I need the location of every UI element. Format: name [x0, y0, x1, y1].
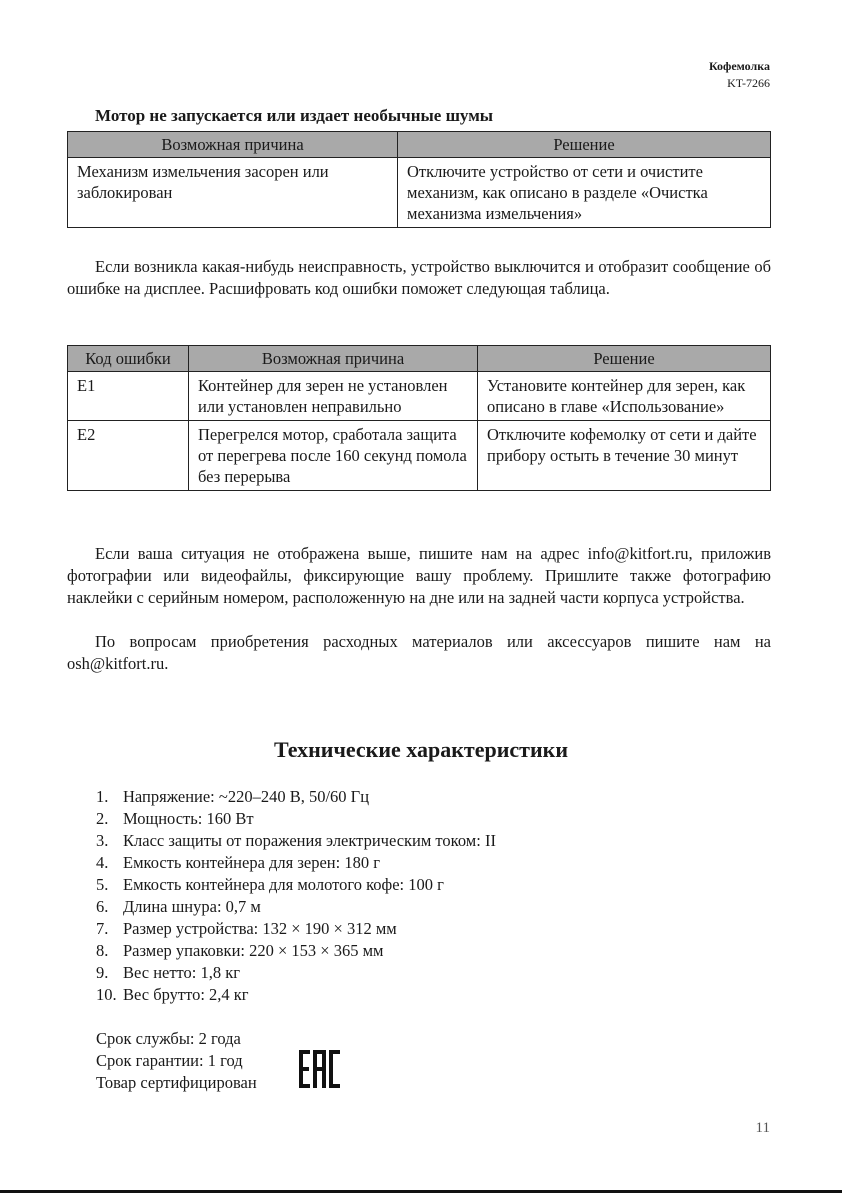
service-life: Срок службы: 2 года	[96, 1029, 241, 1048]
spec-number: 6.	[96, 897, 109, 916]
spec-text: Напряжение: ~220–240 В, 50/60 Гц	[123, 787, 370, 806]
table-cell: Контейнер для зерен не установлен или установлен неправильно	[189, 372, 478, 421]
spec-item	[96, 830, 496, 852]
table-header-row	[68, 132, 771, 158]
spec-item	[96, 786, 496, 808]
spec-number: 8.	[96, 941, 109, 960]
header-model: KT-7266	[727, 76, 770, 90]
spec-item	[96, 808, 496, 830]
spec-number: 2.	[96, 809, 109, 828]
spec-text: Класс защиты от поражения электрическим током: II	[123, 831, 496, 850]
spec-number: 10.	[96, 985, 117, 1004]
error-intro-paragraph: Если возникла какая-нибудь неисправность, устройство выключится и отобразит сообщение об ошибке на дисплее. Расшифровать код ошибки поможет следующая таблица.	[67, 257, 771, 298]
spec-item	[96, 984, 496, 1006]
spec-number: 9.	[96, 963, 109, 982]
table-cell: Перегрелся мотор, сработала защита от перегрева после 160 секунд помола без перерыва	[189, 421, 478, 491]
spec-text: Вес брутто: 2,4 кг	[123, 985, 249, 1004]
spec-item	[96, 896, 496, 918]
spec-text: Емкость контейнера для зерен: 180 г	[123, 853, 380, 872]
warranty: Срок гарантии: 1 год	[96, 1051, 243, 1070]
page-number: 11	[755, 1120, 770, 1136]
spec-text: Мощность: 160 Вт	[123, 809, 254, 828]
spec-text: Размер устройства: 132 × 190 × 312 мм	[123, 919, 397, 938]
spec-item	[96, 962, 496, 984]
table-cell: Отключите кофемолку от сети и дайте прибору остыть в течение 30 минут	[478, 421, 771, 491]
column-header: Код ошибки	[68, 346, 189, 372]
contact-paragraph: Если ваша ситуация не отображена выше, пишите нам на адрес info@kitfort.ru, приложив фотографии или видеофайлы, фиксирующие вашу проблему. Пришлите также фотографию наклейки с серийным номером, расположенную на дне или на задней части корпуса устройства.	[67, 544, 771, 607]
accessories-paragraph: По вопросам приобретения расходных материалов или аксессуаров пишите нам на osh@kitfort.ru.	[67, 632, 771, 673]
spec-number: 4.	[96, 853, 109, 872]
specs-list	[96, 786, 496, 1006]
spec-item	[96, 874, 496, 896]
spec-item	[96, 852, 496, 874]
spec-text: Емкость контейнера для молотого кофе: 100 г	[123, 875, 444, 894]
error-code-cell: E2	[68, 421, 189, 491]
spec-number: 7.	[96, 919, 109, 938]
certified: Товар сертифицирован	[96, 1073, 257, 1092]
error-code-cell: E1	[68, 372, 189, 421]
table-cell: Отключите устройство от сети и очистите механизм, как описано в разделе «Очистка механизма измельчения»	[398, 158, 771, 228]
spec-item	[96, 940, 496, 962]
column-header: Решение	[478, 346, 771, 372]
column-header: Возможная причина	[68, 132, 398, 158]
table-row	[68, 158, 771, 228]
troubleshooting-table-motor	[67, 131, 771, 228]
error-code-table	[67, 345, 771, 491]
eac-mark-icon	[298, 1049, 342, 1089]
spec-item	[96, 918, 496, 940]
table-row	[68, 372, 771, 421]
spec-number: 5.	[96, 875, 109, 894]
column-header: Решение	[398, 132, 771, 158]
spec-text: Вес нетто: 1,8 кг	[123, 963, 241, 982]
specs-heading: Технические характеристики	[273, 737, 569, 762]
table-cell: Механизм измельчения засорен или заблокирован	[68, 158, 398, 228]
section-title-motor: Мотор не запускается или издает необычные шумы	[95, 106, 494, 125]
spec-text: Размер упаковки: 220 × 153 × 365 мм	[123, 941, 384, 960]
spec-text: Длина шнура: 0,7 м	[123, 897, 261, 916]
table-header-row	[68, 346, 771, 372]
spec-number: 3.	[96, 831, 109, 850]
running-header	[709, 58, 770, 92]
spec-number: 1.	[96, 787, 109, 806]
footer-info	[96, 1028, 257, 1094]
column-header: Возможная причина	[189, 346, 478, 372]
header-product: Кофемолка	[708, 59, 770, 73]
table-cell: Установите контейнер для зерен, как описано в главе «Использование»	[478, 372, 771, 421]
table-row	[68, 421, 771, 491]
